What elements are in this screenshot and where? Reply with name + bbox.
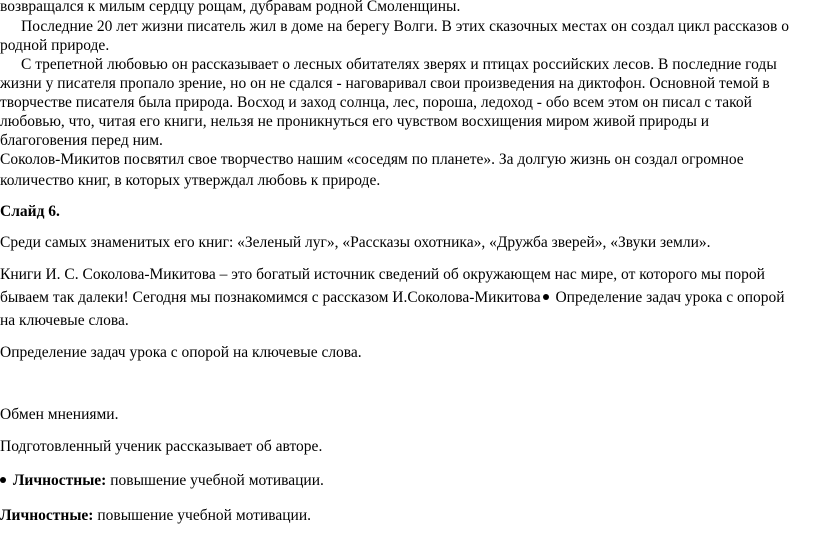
paragraph-9: Подготовленный ученик рассказывает об авторе. — [0, 438, 323, 455]
paragraph-2-line-2: родной природе. — [0, 37, 110, 54]
paragraph-6-line-1: Книги И. С. Соколова-Микитова – это богатый источник сведений об окружающем нас мире, от которого мы порой — [0, 266, 765, 283]
bullet-icon — [543, 294, 549, 300]
paragraph-3-line-5: благоговения перед ним. — [0, 132, 163, 149]
paragraph-2-line-1: Последние 20 лет жизни писатель жил в доме на берегу Волги. В этих сказочных местах он создал цикл рассказов о — [21, 18, 789, 35]
paragraph-6-line-3: на ключевые слова. — [0, 312, 129, 329]
paragraph-11-text: повышение учебной мотивации. — [93, 507, 311, 524]
paragraph-1-line-1: возвращался к милым сердцу рощам, дубравам родной Смоленщины. — [0, 0, 461, 15]
paragraph-6-line-2 — [0, 288, 785, 307]
paragraph-3-line-4: любовью, что, читая его книги, нельзя не проникнуться его чувством восхищения миром живой природы и — [0, 113, 710, 130]
paragraph-6-line-2-end: Определение задач урока с опорой — [551, 289, 785, 306]
paragraph-3-line-1: С трепетной любовью он рассказывает о лесных обитателях зверях и птицах российских лесов. В последние годы — [21, 56, 777, 73]
paragraph-8: Обмен мнениями. — [0, 406, 119, 423]
paragraph-10-label: Личностные: — [12, 472, 107, 489]
bullet-icon — [0, 477, 6, 483]
paragraph-11 — [0, 506, 311, 525]
paragraph-10 — [0, 471, 324, 490]
paragraph-3-line-3: творчестве писателя была природа. Восход и заход солнца, лес, пороша, ледоход - обо всем этом он писал с такой — [0, 94, 752, 111]
paragraph-6-line-2-start: бываем так далеки! Сегодня мы познакомимся с рассказом И.Соколова-Микитова — [0, 289, 541, 306]
paragraph-11-label: Личностные: — [0, 507, 94, 524]
paragraph-3-line-2: жизни у писателя пропало зрение, но он не сдался - наговаривал свои произведения на диктофон. Основной темой в — [0, 75, 770, 92]
paragraph-10-text: повышение учебной мотивации. — [106, 472, 324, 489]
slide-heading: Слайд 6. — [0, 203, 60, 220]
paragraph-4-line-2: количество книг, в которых утверждал любовь к природе. — [0, 172, 381, 189]
paragraph-4-line-1: Соколов-Микитов посвятил свое творчество нашим «соседям по планете». За долгую жизнь он создал огромное — [0, 151, 744, 168]
paragraph-7: Определение задач урока с опорой на ключевые слова. — [0, 344, 362, 361]
paragraph-5-line-1: Среди самых знаменитых его книг: «Зеленый луг», «Рассказы охотника», «Дружба зверей», «Звуки земли». — [0, 234, 711, 251]
